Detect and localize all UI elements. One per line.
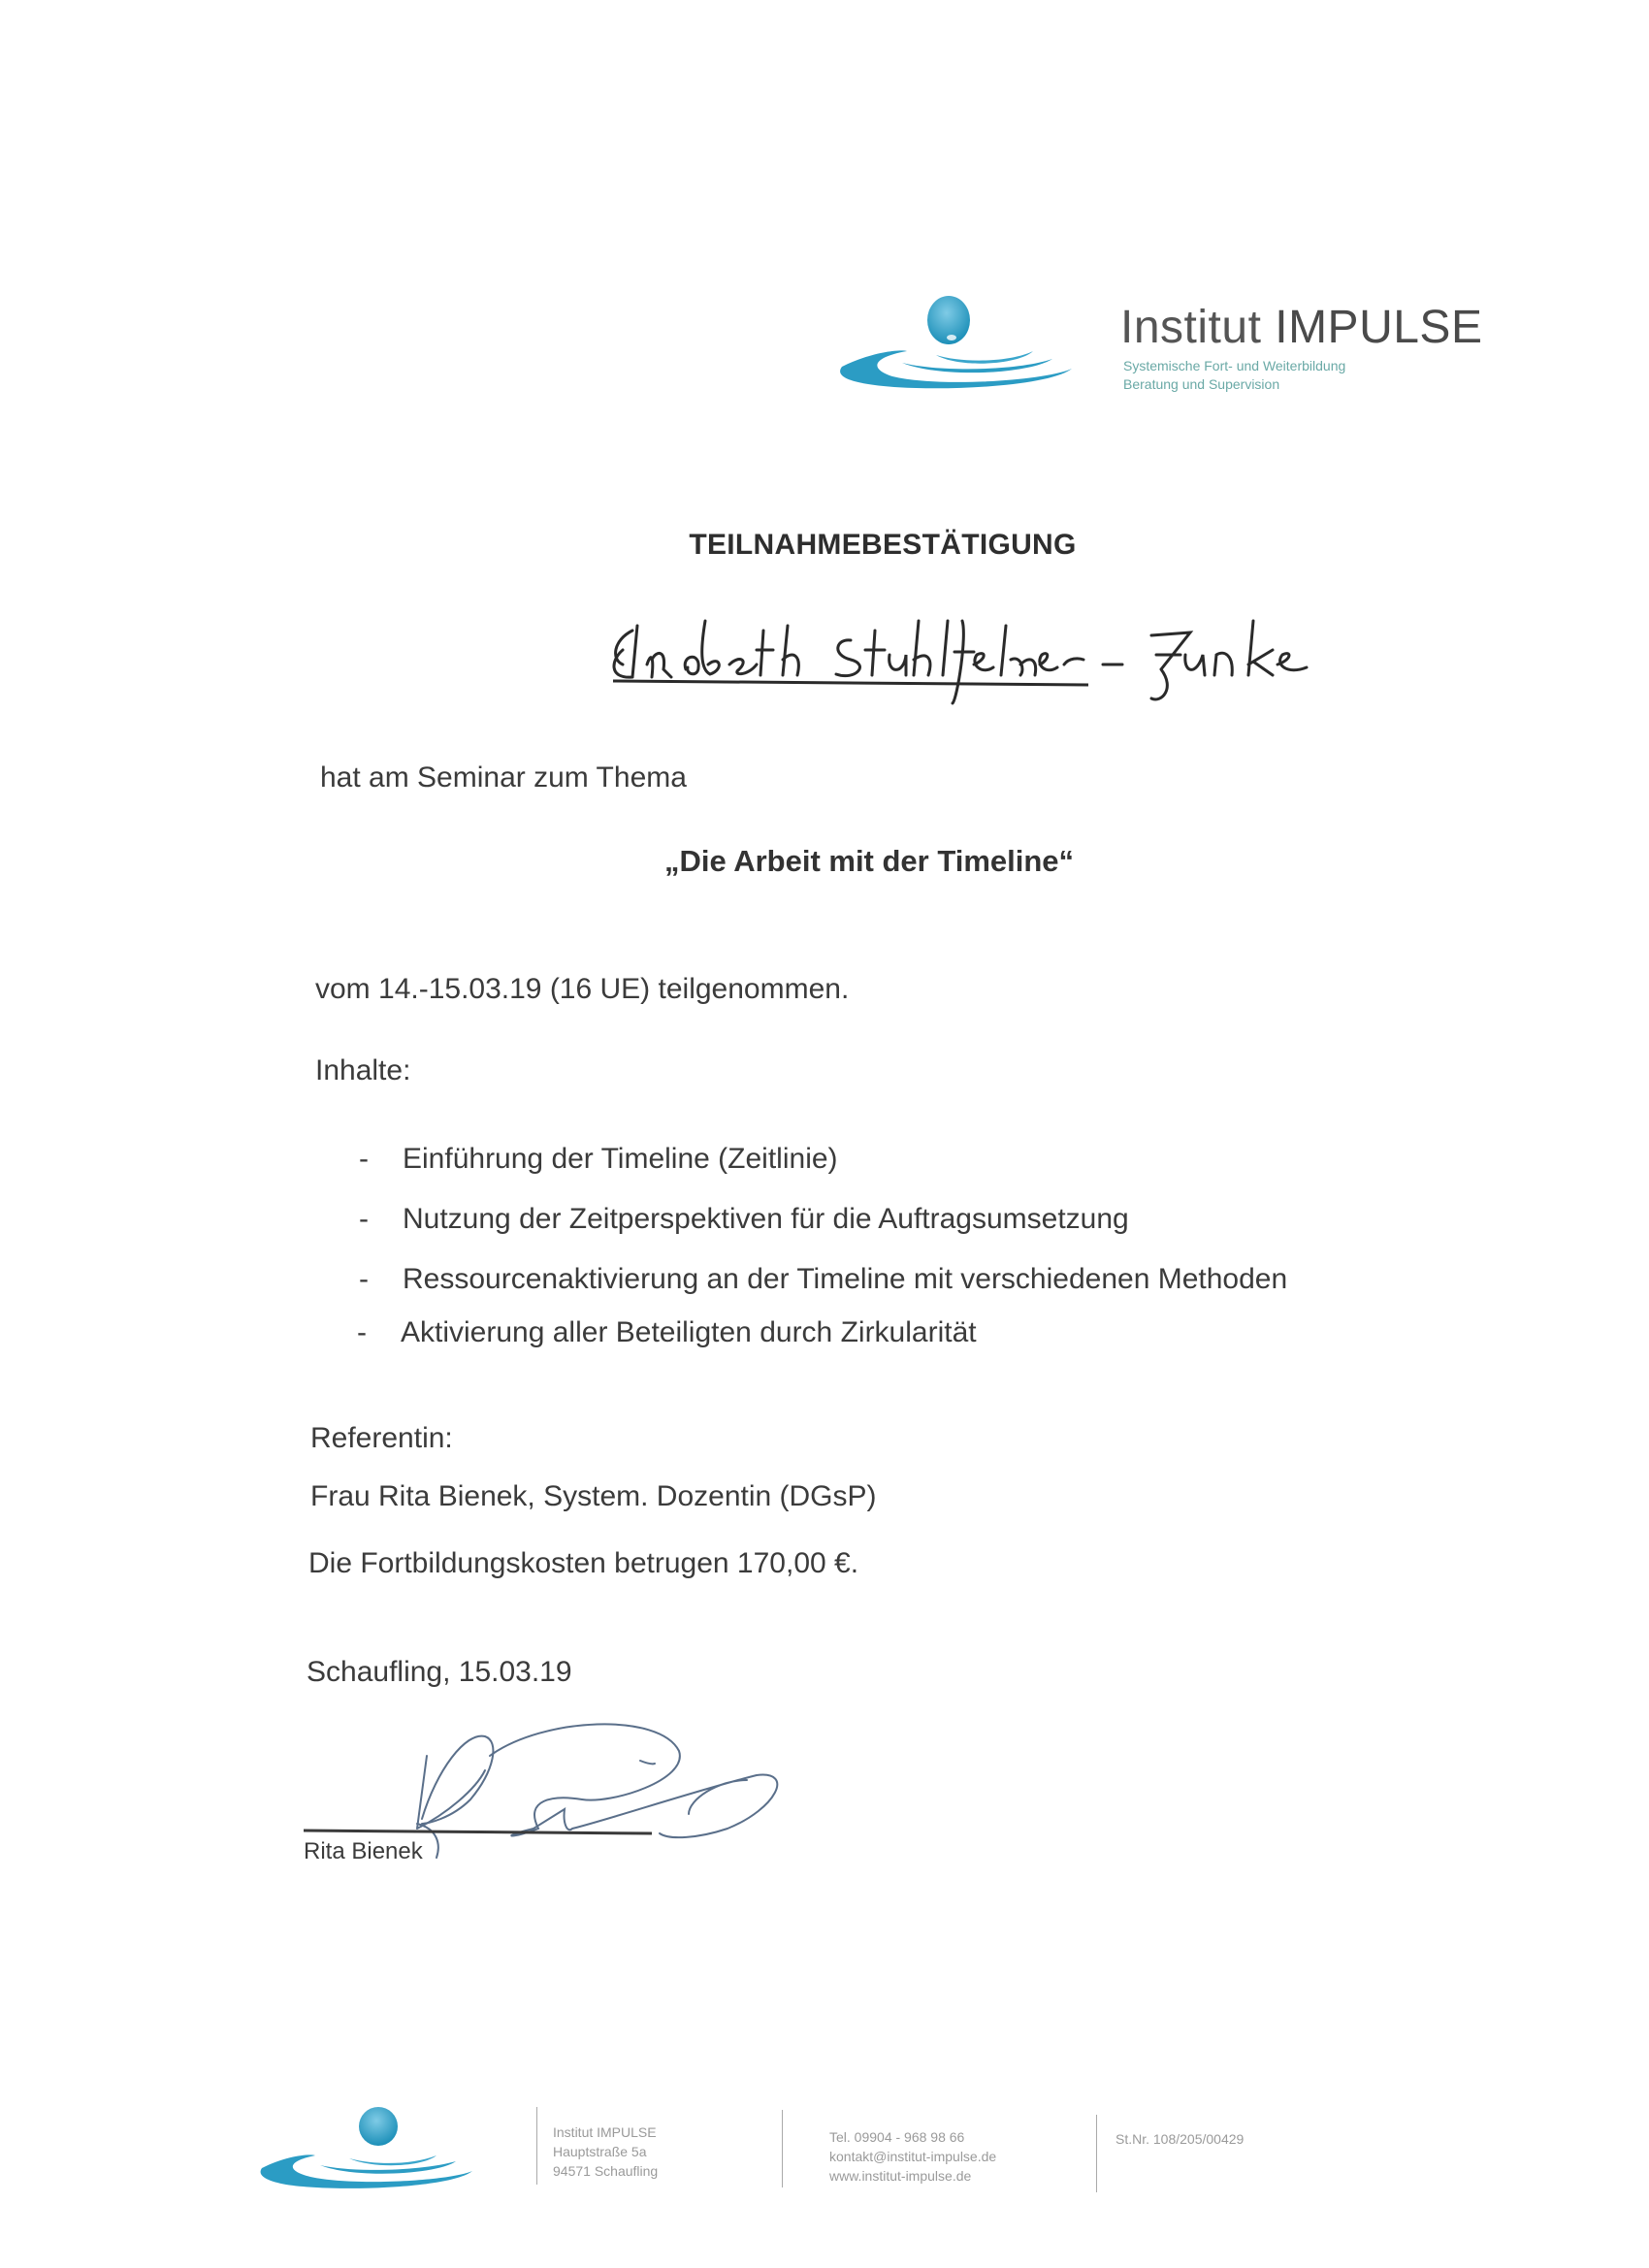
tagline-line-2: Beratung und Supervision xyxy=(1123,376,1280,392)
header-logo xyxy=(834,291,1086,393)
speaker-label: Referentin: xyxy=(310,1422,453,1454)
footer-contact xyxy=(829,2127,996,2186)
bullet-dash: - xyxy=(359,1143,369,1175)
list-item-text: Einführung der Timeline (Zeitlinie) xyxy=(403,1143,838,1175)
footer-address xyxy=(553,2122,658,2181)
institute-tagline xyxy=(1123,357,1345,394)
footer-logo xyxy=(257,2105,490,2192)
institute-name-bold: IMPULSE xyxy=(1275,302,1483,353)
list-item xyxy=(357,1316,977,1349)
document-title: TEILNAHMEBESTÄTIGUNG xyxy=(689,529,1077,561)
footer-divider xyxy=(782,2110,783,2187)
tagline-line-1: Systemische Fort- und Weiterbildung xyxy=(1123,358,1346,373)
institute-name-light: Institut xyxy=(1120,302,1276,353)
bullet-dash: - xyxy=(359,1263,369,1295)
seminar-title: „Die Arbeit mit der Timeline“ xyxy=(664,844,1075,878)
intro-text: hat am Seminar zum Thema xyxy=(320,761,687,794)
footer-address-line: Hauptstraße 5a xyxy=(553,2144,647,2159)
list-item xyxy=(359,1203,1129,1236)
speaker-name: Frau Rita Bienek, System. Dozentin (DGsP) xyxy=(310,1480,877,1512)
footer-website-link[interactable]: www.institut-impulse.de xyxy=(829,2168,972,2184)
ripple-logo-icon xyxy=(257,2105,490,2192)
cost-line: Die Fortbildungskosten betrugen 170,00 €. xyxy=(308,1547,859,1579)
participant-name-handwritten xyxy=(594,611,1428,708)
handwriting-name-icon xyxy=(594,611,1428,708)
footer-address-line: Institut IMPULSE xyxy=(553,2124,657,2140)
list-item-text: Nutzung der Zeitperspektiven für die Auftragsumsetzung xyxy=(403,1203,1129,1235)
footer-address-line: 94571 Schaufling xyxy=(553,2163,659,2179)
footer-phone: Tel. 09904 - 968 98 66 xyxy=(829,2129,965,2145)
signatory-name: Rita Bienek xyxy=(304,1838,423,1864)
footer-email-link[interactable]: kontakt@institut-impulse.de xyxy=(829,2149,997,2164)
institute-name xyxy=(1120,301,1482,354)
footer-tax-number: St.Nr. 108/205/00429 xyxy=(1116,2131,1245,2147)
list-item xyxy=(359,1143,838,1176)
date-line: vom 14.-15.03.19 (16 UE) teilgenommen. xyxy=(315,973,850,1005)
bullet-dash: - xyxy=(359,1203,369,1235)
contents-label: Inhalte: xyxy=(315,1054,411,1086)
list-item-text: Ressourcenaktivierung an der Timeline mit verschiedenen Methoden xyxy=(403,1263,1288,1295)
footer-divider xyxy=(536,2107,537,2185)
list-item xyxy=(359,1263,1288,1296)
place-date: Schaufling, 15.03.19 xyxy=(307,1656,572,1688)
list-item-text: Aktivierung aller Beteiligten durch Zirkularität xyxy=(401,1316,977,1348)
bullet-dash: - xyxy=(357,1316,367,1348)
ripple-logo-icon xyxy=(834,291,1086,393)
footer-divider xyxy=(1096,2115,1097,2192)
